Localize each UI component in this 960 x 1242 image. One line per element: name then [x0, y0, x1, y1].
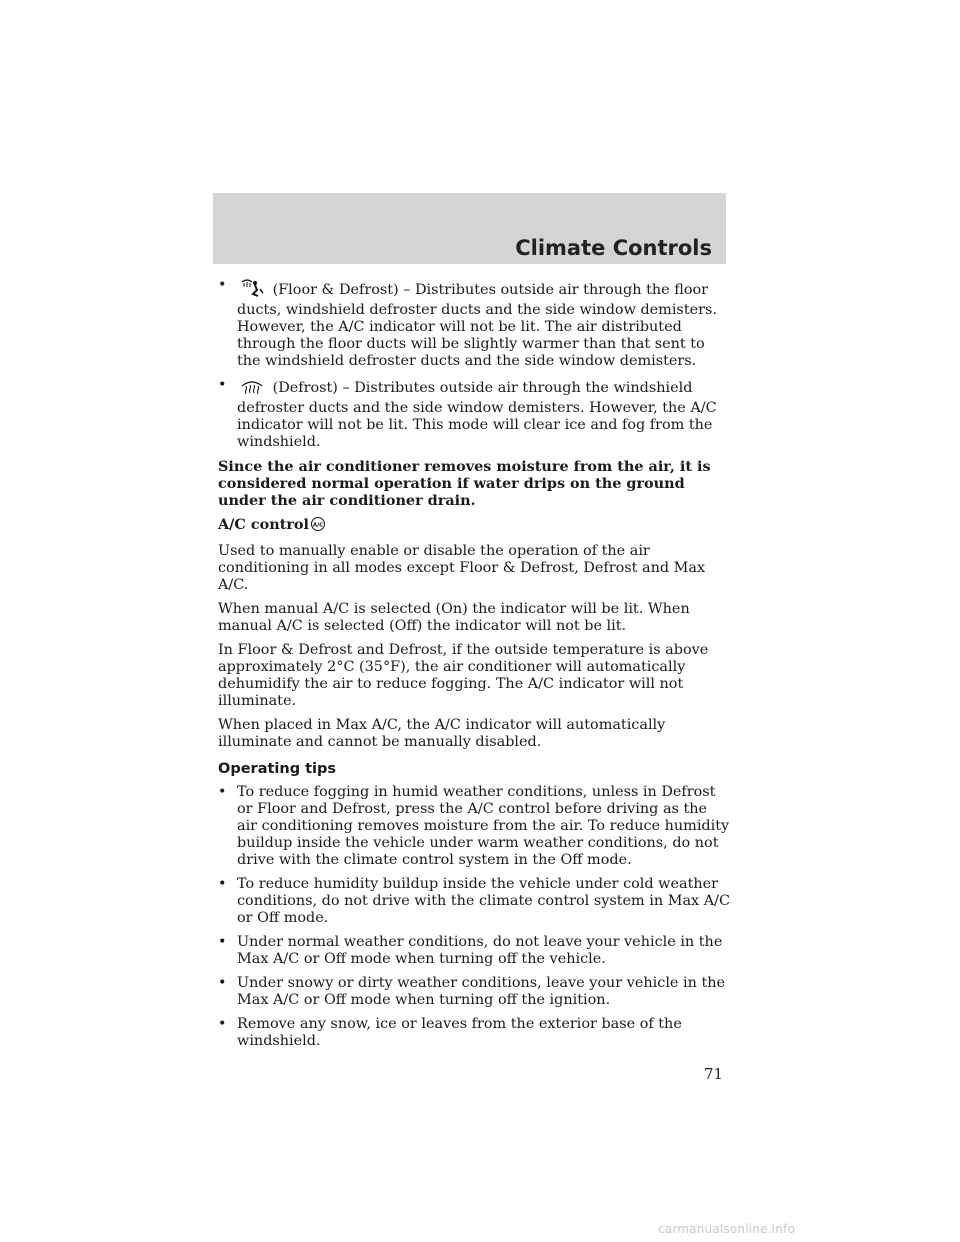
tip-item — [218, 876, 730, 927]
bullet-dot: • — [218, 277, 227, 293]
bullet-dot: • — [218, 1016, 227, 1032]
drain-note: Since the air conditioner removes moisture from the air, it is considered normal operation if water drips on the ground under the air conditioner drain. — [218, 458, 711, 509]
page-number: 71 — [704, 1065, 724, 1083]
tip-item — [218, 784, 730, 869]
mode-bullet-text: (Defrost) – Distributes outside air through the windshield defroster ducts and the side window demisters. However, the A/C indicator will not be lit. This mode will clear ice and fog from the windshield. — [237, 380, 717, 450]
paragraph: Used to manually enable or disable the operation of the air conditioning in all modes except Floor & Defrost, Defrost and Max A/C. — [218, 543, 706, 593]
ac-control-label: A/C control — [218, 516, 310, 533]
defrost-icon — [238, 377, 266, 400]
watermark: carmanualsonline.info — [658, 1222, 795, 1236]
section-title: Climate Controls — [515, 236, 712, 260]
ac-icon-text: A/C — [312, 522, 324, 529]
tip-item — [218, 1016, 730, 1050]
bullet-dot: • — [218, 784, 227, 800]
paragraph: When placed in Max A/C, the A/C indicator will automatically illuminate and cannot be manually disabled. — [218, 717, 666, 750]
mode-bullet-defrost — [218, 377, 730, 451]
mode-bullet-text: (Floor & Defrost) – Distributes outside air through the floor ducts, windshield defroster ducts and the side window demisters. However, the A/C indicator will not be lit. The air distributed through the floor ducts will be slightly warmer than that sent to the windshield defroster ducts and the side window demisters. — [237, 282, 717, 369]
tip-item — [218, 934, 730, 968]
tip-text: To reduce fogging in humid weather conditions, unless in Defrost or Floor and Defrost, press the A/C control before driving as the air conditioning removes moisture from the air. To reduce humidity buildup inside the vehicle under warm weather conditions, do not drive with the climate control system in the Off mode. — [237, 784, 730, 868]
ac-icon — [310, 516, 326, 536]
tip-text: To reduce humidity buildup inside the vehicle under cold weather conditions, do not drive with the climate control system in Max A/C or Off mode. — [237, 876, 730, 926]
section-header — [213, 193, 726, 264]
tip-text: Under snowy or dirty weather conditions, leave your vehicle in the Max A/C or Off mode when turning off the ignition. — [237, 975, 726, 1008]
bullet-dot: • — [218, 975, 227, 991]
tip-text: Under normal weather conditions, do not leave your vehicle in the Max A/C or Off mode when turning off the vehicle. — [237, 934, 723, 967]
mode-bullet-floor-defrost — [218, 277, 730, 370]
bullet-dot: • — [218, 876, 227, 892]
paragraph: When manual A/C is selected (On) the indicator will be lit. When manual A/C is selected (Off) the indicator will not be lit. — [218, 601, 690, 634]
paragraph: In Floor & Defrost and Defrost, if the outside temperature is above approximately 2°C (35°F), the air conditioner will automatically dehumidify the air to reduce fogging. The A/C indicator will not illuminate. — [218, 642, 709, 709]
tip-text: Remove any snow, ice or leaves from the exterior base of the windshield. — [237, 1016, 682, 1049]
tip-item — [218, 975, 730, 1009]
operating-tips-heading: Operating tips — [218, 761, 337, 777]
floor-defrost-icon — [238, 277, 266, 302]
bullet-dot: • — [218, 934, 227, 950]
bullet-dot: • — [218, 377, 227, 393]
page-content — [218, 277, 730, 1057]
ac-control-label-row — [218, 516, 730, 536]
